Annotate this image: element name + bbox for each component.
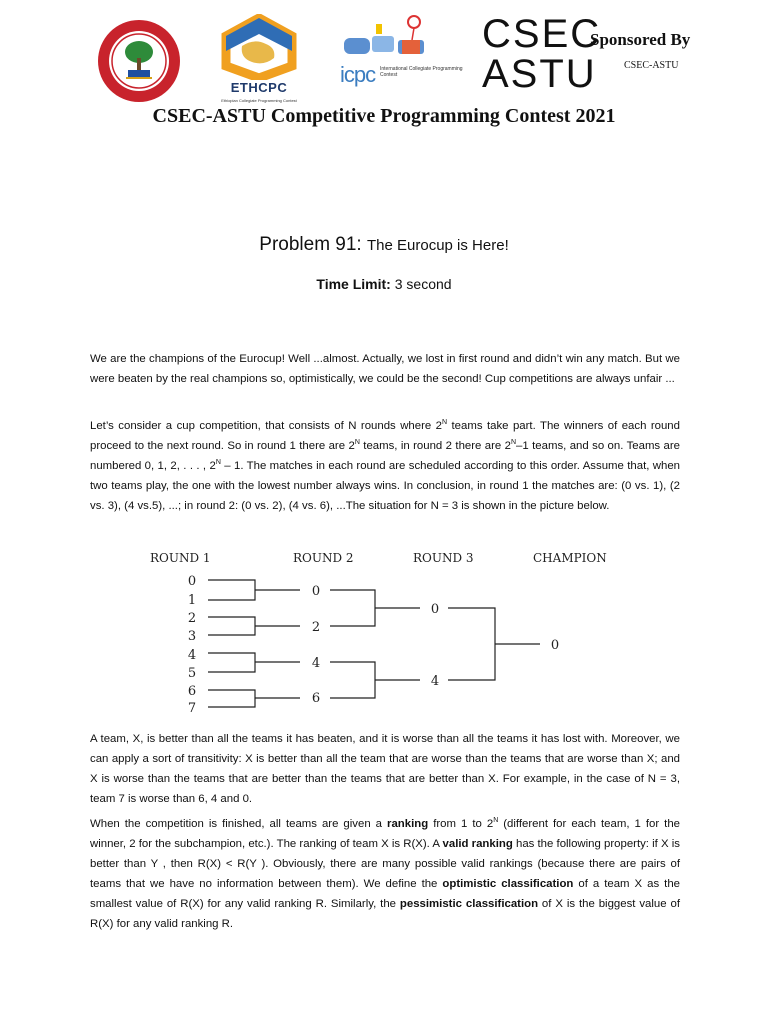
university-seal-logo — [96, 18, 182, 104]
sponsored-by: Sponsored By — [590, 30, 691, 49]
intro-paragraph: We are the champions of the Eurocup! Well ...almost. Actually, we lost in first round and didn’t win any match. But we were beaten by the real champions so, optimistically, we could be the second! Cup competitions are always unfair ... — [90, 353, 680, 385]
university-seal-icon — [96, 18, 182, 104]
header-round-1: ROUND 1 — [150, 551, 211, 565]
csec-logo-line1: CSEC — [482, 12, 602, 56]
r2-team: 2 — [311, 620, 321, 635]
problem-heading — [0, 234, 768, 256]
term-optimistic: optimistic classification — [442, 878, 574, 890]
term-pessimistic: pessimistic classification — [399, 898, 539, 910]
problem-label: Problem 91: — [259, 234, 362, 255]
sponsor-name: CSEC-ASTU — [624, 60, 679, 71]
ethcpc-logo — [214, 14, 326, 106]
r1-team: 4 — [187, 648, 197, 663]
text-segment: When the competition is finished, all teams are given a — [90, 818, 388, 830]
bracket-lines — [208, 580, 540, 707]
ethcpc-sub: Ethiopian Collegiate Programming Contest — [221, 98, 297, 103]
superscript-n: N — [510, 439, 517, 447]
champion-team: 0 — [550, 638, 560, 653]
term-valid-ranking: valid ranking — [442, 838, 513, 850]
text-segment: of a team X as the smallest value of R(X) for any valid ranking R. Similarly, the — [90, 878, 680, 910]
tournament-bracket — [150, 545, 630, 715]
contest-title: CSEC-ASTU Competitive Programming Contest 2021 — [152, 105, 616, 127]
r3-team: 4 — [430, 674, 440, 689]
r2-team: 4 — [311, 656, 321, 671]
r1-team: 1 — [187, 593, 197, 608]
term-ranking: ranking — [387, 818, 429, 830]
text-segment: teams, in round 2 there are 2 — [359, 440, 511, 452]
icpc-label: icpc — [340, 62, 376, 87]
header-round-2: ROUND 2 — [293, 551, 354, 565]
header-champion: CHAMPION — [533, 551, 607, 565]
r2-team: 0 — [311, 584, 321, 599]
time-limit-label: Time Limit: — [316, 276, 391, 292]
text-segment: has the following property: if X is better than Y , then R(X) < R(Y ). Obviously, there are many possible valid rankings (because there are pairs of teams that we have no information between them). We define the — [90, 838, 681, 890]
superscript-n: N — [442, 419, 448, 427]
r1-team: 3 — [187, 629, 197, 644]
r2-team: 6 — [311, 691, 321, 706]
ethcpc-hexagon-icon — [214, 14, 304, 80]
superscript-n: N — [493, 817, 499, 825]
text-segment: Let’s consider a cup competition, that consists of N rounds where 2 — [90, 420, 442, 432]
icpc-balloon-icon — [340, 14, 466, 62]
ranking-paragraph — [90, 814, 680, 934]
r1-team: 2 — [187, 611, 197, 626]
text-segment: – 1. The matches in each round are scheduled according to this order. Assume that, when two teams play, the one with the lowest number always wins. In conclusion, in round 1 the matches are: (0 vs. 1), (2 vs. 3), (4 vs.5), ...; in round 2: (0 vs. 2), (4 vs. 6), ...The situation for N = 3 is shown in the picture below. — [90, 460, 681, 512]
transitivity-paragraph: A team, X, is better than all the teams it has beaten, and it is worse than all the teams it has lost with. Moreover, we can apply a sort of transitivity: X is better than all the team that are worse than the teams that are worse than X; and X is worse than the teams that are better than the teams that are better than X. For example, in the case of N = 3, team 7 is worse than 6, 4 and 0. — [90, 733, 680, 805]
csec-astu-logo — [482, 12, 602, 96]
r1-team: 0 — [187, 574, 197, 589]
r1-team: 5 — [187, 666, 197, 681]
icpc-sub: International Collegiate Programming Contest — [380, 66, 463, 78]
superscript-n: N — [354, 439, 360, 447]
r1-team: 7 — [187, 701, 197, 715]
text-segment: from 1 to 2 — [428, 818, 494, 830]
text-segment: of X is the biggest value of R(X) for any valid ranking R. — [90, 898, 680, 930]
r3-team: 0 — [430, 602, 440, 617]
text-segment: –1 teams, and so on. Teams are numbered 0, 1, 2, . . . , 2 — [90, 440, 681, 472]
text-segment: (different for each team, 1 for the winner, 2 for the subchampion, etc.). The ranking of team X is R(X). A — [90, 818, 680, 850]
time-limit — [0, 276, 768, 292]
r1-team: 6 — [187, 684, 197, 699]
csec-logo-line2: ASTU — [482, 52, 597, 96]
time-limit-value: 3 second — [394, 276, 452, 292]
superscript-n: N — [215, 459, 221, 467]
problem-name: The Eurocup is Here! — [367, 237, 509, 254]
competition-paragraph — [90, 416, 680, 516]
text-segment: teams take part. The winners of each round proceed to the next round. So in round 1 there are 2 — [90, 420, 680, 452]
icpc-logo — [340, 14, 466, 104]
ethcpc-label: ETHCPC — [230, 80, 288, 95]
header-round-3: ROUND 3 — [413, 551, 474, 565]
